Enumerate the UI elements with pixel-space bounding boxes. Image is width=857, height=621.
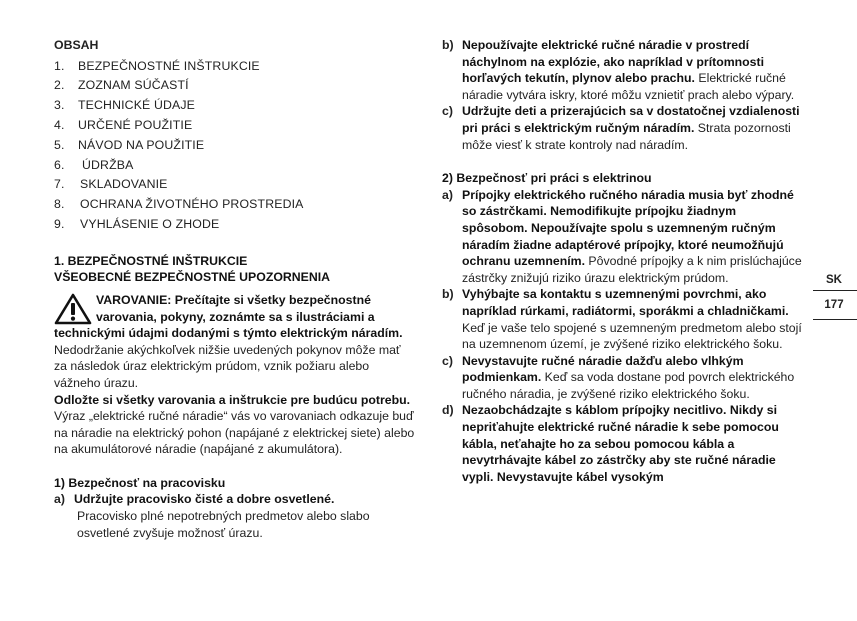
toc-list	[54, 57, 416, 235]
toc-item: 6. ÚDRŽBA	[54, 157, 134, 172]
section-subheading: VŠEOBECNÉ BEZPEČNOSTNÉ UPOZORNENIA	[54, 270, 331, 285]
page-number: 177	[824, 299, 844, 311]
list-item: b) Vyhýbajte sa kontaktu s uzemnenými povrchmi, ako napríklad rúrkami, radiátormi, sporákmi a chladničkami. Keď je vaše telo spojené s uzemneným predmetom alebo stojí na uzemnenom území, je zvýšené riziko elektrického šoku.	[442, 287, 802, 352]
electrical-heading: 2) Bezpečnosť pri práci s elektrinou	[442, 171, 652, 186]
list-item: c) Udržujte deti a prizerajúcich sa v dostatočnej vzdialenosti pri práci s elektrickým ručným náradím. Strata pozornosti môže viesť k strate kontroly nad náradím.	[442, 104, 800, 152]
page-tab	[811, 270, 857, 320]
toc-item: 9. VYHLÁSENIE O ZHODE	[54, 216, 220, 231]
definition-text: Výraz „elektrické ručné náradie“ vás vo varovaniach odkazuje buď na náradie na elektrický pohon (napájané z elektrickej siete) alebo na akumulátorové náradie (napájané z akumulátora).	[54, 409, 415, 457]
toc-item: 2. ZOZNAM SÚČASTÍ	[54, 78, 189, 93]
toc-title: OBSAH	[54, 38, 99, 52]
left-column	[54, 37, 416, 541]
warning-triangle-icon	[54, 293, 92, 325]
workplace-heading: 1) Bezpečnosť na pracovisku	[54, 475, 226, 490]
toc-item: 5. NÁVOD NA POUŽITIE	[54, 137, 205, 152]
warning-text: Nedodržanie akýchkoľvek nižšie uvedených pokynov môže mať za následok úraz elektrickým prúdom, vznik požiaru alebo vážneho úrazu.	[54, 342, 401, 390]
toc-item: 4. URČENÉ POUŽITIE	[54, 117, 193, 132]
keep-instructions: Odložte si všetky varovania a inštrukcie pre budúcu potrebu.	[54, 392, 411, 407]
divider	[813, 319, 857, 320]
section-heading: 1. BEZPEČNOSTNÉ INŠTRUKCIE	[54, 253, 248, 268]
warning-bold-text: VAROVANIE: Prečítajte si všetky bezpečnostné varovania, pokyny, zoznámte sa s ilustráciami a technickými údajmi dodanými s týmto elektrickým náradím.	[54, 292, 403, 341]
toc-item: 1. BEZPEČNOSTNÉ INŠTRUKCIE	[54, 58, 260, 73]
right-column	[442, 37, 802, 485]
language-code: SK	[826, 274, 842, 286]
list-item-text: Pracovisko plné nepotrebných predmetov alebo slabo osvetlené zvyšuje možnosť úrazu.	[77, 509, 370, 540]
list-item: a) Prípojky elektrického ručného náradia musia byť zhodné so zástrčkami. Nemodifikujte prípojku žiadnym spôsobom. Nepoužívajte spolu s uzemneným ručným náradím žiadne adaptérové prípojky, ktoré neumožňujú ochranu uzemnením. Pôvodné prípojky a k nim prislúchajúce zástrčky znižujú riziko úrazu elektrickým prúdom.	[442, 187, 802, 285]
toc-item: 3. TECHNICKÉ ÚDAJE	[54, 98, 196, 113]
toc-item: 7. SKLADOVANIE	[54, 177, 168, 192]
toc-item: 8. OCHRANA ŽIVOTNÉHO PROSTREDIA	[54, 197, 304, 212]
list-item: a) Udržujte pracovisko čisté a dobre osvetlené.	[54, 492, 335, 507]
warning-block	[54, 292, 416, 392]
list-item: b) Nepoužívajte elektrické ručné náradie v prostredí náchylnom na explózie, ako napríklad v prítomnosti horľavých tekutín, plynov alebo prachu. Elektrické ručné náradie vytvára iskry, ktoré môžu vznietiť prach alebo výpary.	[442, 38, 795, 102]
list-item: d) Nezaobchádzajte s káblom prípojky necitlivo. Nikdy si nepriťahujte elektrické ručné náradie k sebe pomocou kábla, neťahajte ho za sebou pomocou kábla a nevytrhávajte kábel zo zástrčky aby ste ručné náradie vypli. Nevystavujte kábel vysokým	[442, 403, 779, 484]
list-item: c) Nevystavujte ručné náradie dažďu alebo vlhkým podmienkam. Keď sa voda dostane pod povrch elektrického ručného náradia, je zvýšené riziko elektrického šoku.	[442, 353, 795, 401]
